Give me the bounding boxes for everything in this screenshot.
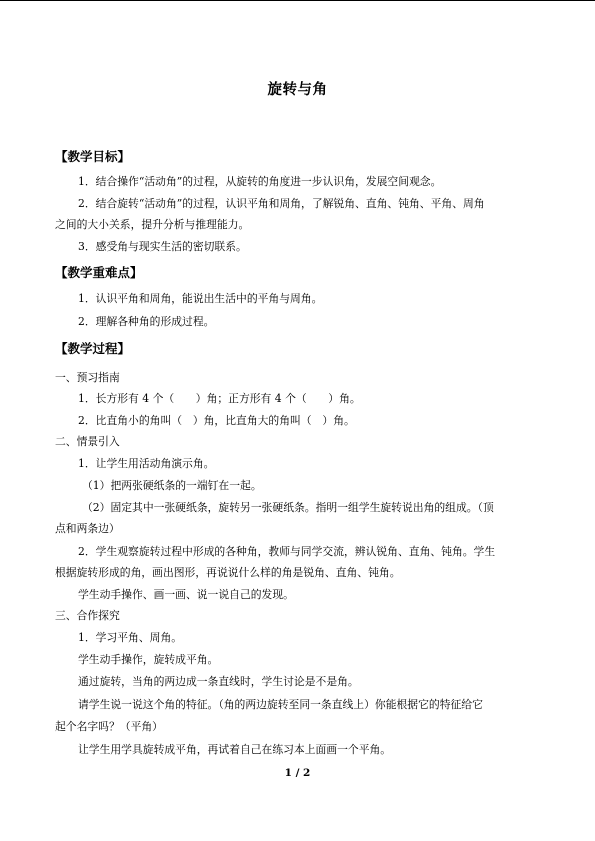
goal-line-1: 1．结合操作“活动角”的过程，从旋转的角度进一步认识角，发展空间观念。: [78, 175, 442, 188]
process-heading-preview: 一、预习指南: [55, 371, 120, 384]
preview-line-1: 1．长方形有 4 个（ ）角；正方形有 4 个（ ）角。: [78, 392, 361, 405]
page-number: 1 / 2: [284, 767, 311, 779]
explore-line-2: 学生动手操作，旋转成平角。: [78, 653, 219, 666]
process-heading-intro: 二、情景引入: [55, 435, 120, 448]
intro-line-4: 2．学生观察旋转过程中形成的各种角，教师与同学交流，辨认锐角、直角、钝角。学生: [78, 545, 496, 558]
goal-line-3: 3．感受角与现实生活的密切联系。: [78, 240, 247, 253]
document-title: 旋转与角: [267, 82, 328, 98]
intro-line-4-cont: 根据旋转形成的角，画出图形，再说说什么样的角是锐角、直角、钝角。: [55, 566, 401, 579]
preview-line-2: 2．比直角小的角叫（ ）角，比直角大的角叫（ ）角。: [78, 414, 355, 427]
intro-line-3-cont: 点和两条边）: [55, 522, 120, 535]
intro-line-2: （1）把两张硬纸条的一端钉在一起。: [82, 479, 262, 492]
section-heading-goals: 【教学目标】: [55, 149, 131, 164]
intro-line-3: （2）固定其中一张硬纸条，旋转另一张硬纸条。指明一组学生旋转说出角的组成。（顶: [82, 501, 494, 514]
explore-line-4: 请学生说一说这个角的特征。（角的两边旋转至同一条直线上）你能根据它的特征给它: [78, 698, 483, 711]
keypoint-line-1: 1．认识平角和周角，能说出生活中的平角与周角。: [78, 292, 323, 305]
intro-line-1: 1．让学生用活动角演示角。: [78, 457, 215, 470]
intro-line-5: 学生动手操作、画一画、说一说自己的发现。: [78, 588, 294, 601]
explore-line-1: 1．学习平角、周角。: [78, 631, 183, 644]
explore-line-5: 让学生用学具旋转成平角，再试着自己在练习本上面画一个平角。: [78, 743, 392, 756]
goal-line-2: 2．结合旋转“活动角”的过程，认识平角和周角，了解锐角、直角、钝角、平角、周角: [78, 197, 485, 210]
section-heading-process: 【教学过程】: [55, 341, 131, 356]
section-heading-keypoints: 【教学重难点】: [55, 265, 143, 280]
goal-line-2-cont: 之间的大小关系，提升分析与推理能力。: [55, 218, 250, 231]
process-heading-explore: 三、合作探究: [55, 609, 120, 622]
keypoint-line-2: 2．理解各种角的形成过程。: [78, 315, 215, 328]
explore-line-3: 通过旋转，当角的两边成一条直线时，学生讨论是不是角。: [78, 675, 359, 688]
explore-line-4-cont: 起个名字吗？（平角）: [55, 720, 163, 733]
